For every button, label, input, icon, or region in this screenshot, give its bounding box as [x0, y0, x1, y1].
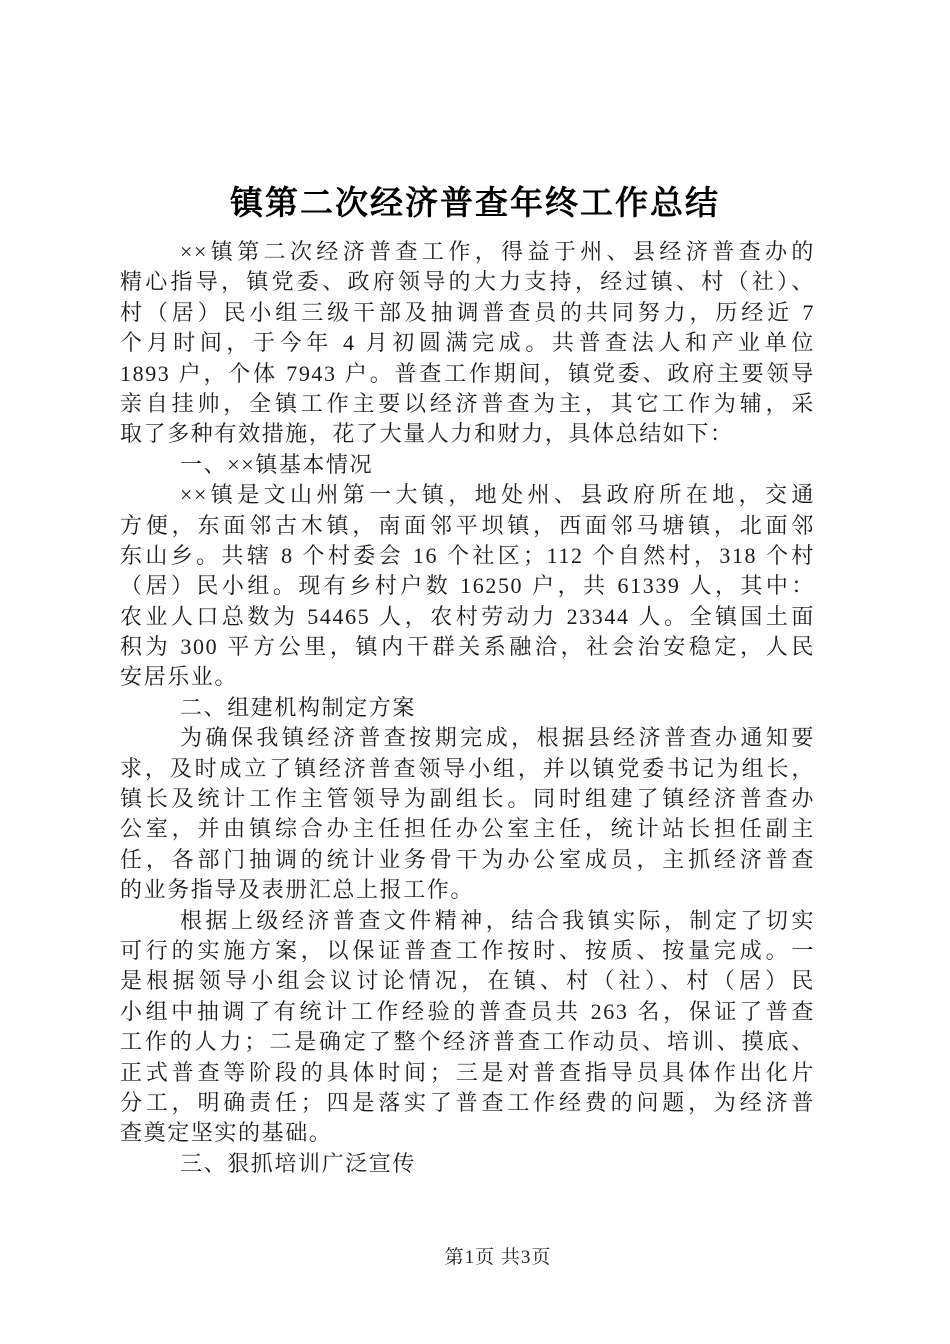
paragraph-line: （居）民小组。现有乡村户数 16250 户，共 61339 人，其中： — [120, 573, 815, 599]
document-body — [120, 237, 815, 1179]
paragraph-line: 任，各部门抽调的统计业务骨干为办公室成员，主抓经济普查 — [120, 846, 815, 872]
paragraph-line: 分工，明确责任；四是落实了普查工作经费的问题，为经济普 — [120, 1089, 815, 1115]
paragraph-line: 正式普查等阶段的具体时间；三是对普查指导员具体作出化片 — [120, 1059, 815, 1085]
paragraph-line: 根据上级经济普查文件精神，结合我镇实际，制定了切实 — [180, 907, 815, 933]
paragraph-line: 亲自挂帅，全镇工作主要以经济普查为主，其它工作为辅，采 — [120, 390, 815, 416]
page-footer: 第1页 共3页 — [444, 1247, 552, 1268]
paragraph-line: 是根据领导小组会议讨论情况，在镇、村（社）、村（居）民 — [120, 968, 815, 994]
paragraph-line: 农业人口总数为 54465 人，农村劳动力 23344 人。全镇国土面 — [120, 603, 815, 629]
paragraph-line: ××镇是文山州第一大镇，地处州、县政府所在地，交通 — [180, 482, 815, 508]
paragraph-line: 求，及时成立了镇经济普查领导小组，并以镇党委书记为组长， — [120, 755, 815, 781]
paragraph-line: 精心指导，镇党委、政府领导的大力支持，经过镇、村（社）、 — [120, 269, 815, 295]
paragraph-line: ××镇第二次经济普查工作，得益于州、县经济普查办的 — [180, 239, 815, 264]
paragraph-line: 村（居）民小组三级干部及抽调普查员的共同努力，历经近 7 — [120, 299, 815, 325]
paragraph-line: 取了多种有效措施，花了大量人力和财力，具体总结如下： — [120, 421, 734, 447]
paragraph-line: 小组中抽调了有统计工作经验的普查员共 263 名，保证了普查 — [120, 998, 815, 1024]
paragraph-line: 公室，并由镇综合办主任担任办公室主任，统计站长担任副主 — [120, 816, 815, 842]
section-heading: 一、××镇基本情况 — [180, 451, 374, 477]
paragraph-line: 安居乐业。 — [120, 664, 239, 690]
paragraph-line: 的业务指导及表册汇总上报工作。 — [120, 877, 475, 903]
section-heading: 二、组建机构制定方案 — [180, 694, 417, 720]
paragraph-line: 方便，东面邻古木镇，南面邻平坝镇，西面邻马塘镇，北面邻 — [120, 512, 815, 538]
paragraph-line: 为确保我镇经济普查按期完成，根据县经济普查办通知要 — [180, 725, 815, 751]
paragraph-line: 个月时间，于今年 4 月初圆满完成。共普查法人和产业单位 — [120, 330, 815, 356]
paragraph-line: 积为 300 平方公里，镇内干群关系融洽，社会治安稳定，人民 — [120, 634, 815, 660]
paragraph-line: 镇长及统计工作主管领导为副组长。同时组建了镇经济普查办 — [120, 786, 815, 812]
document-title: 镇第二次经济普查年终工作总结 — [230, 186, 720, 222]
paragraph-line: 1893 户，个体 7943 户。普查工作期间，镇党委、政府主要领导 — [120, 360, 815, 386]
section-heading: 三、狠抓培训广泛宣传 — [180, 1150, 417, 1176]
paragraph-line: 工作的人力；二是确定了整个经济普查工作动员、培训、摸底、 — [120, 1029, 815, 1055]
paragraph-line: 东山乡。共辖 8 个村委会 16 个社区；112 个自然村，318 个村 — [120, 542, 815, 568]
paragraph-line: 查奠定坚实的基础。 — [120, 1120, 333, 1146]
paragraph-line: 可行的实施方案，以保证普查工作按时、按质、按量完成。一 — [120, 937, 815, 963]
